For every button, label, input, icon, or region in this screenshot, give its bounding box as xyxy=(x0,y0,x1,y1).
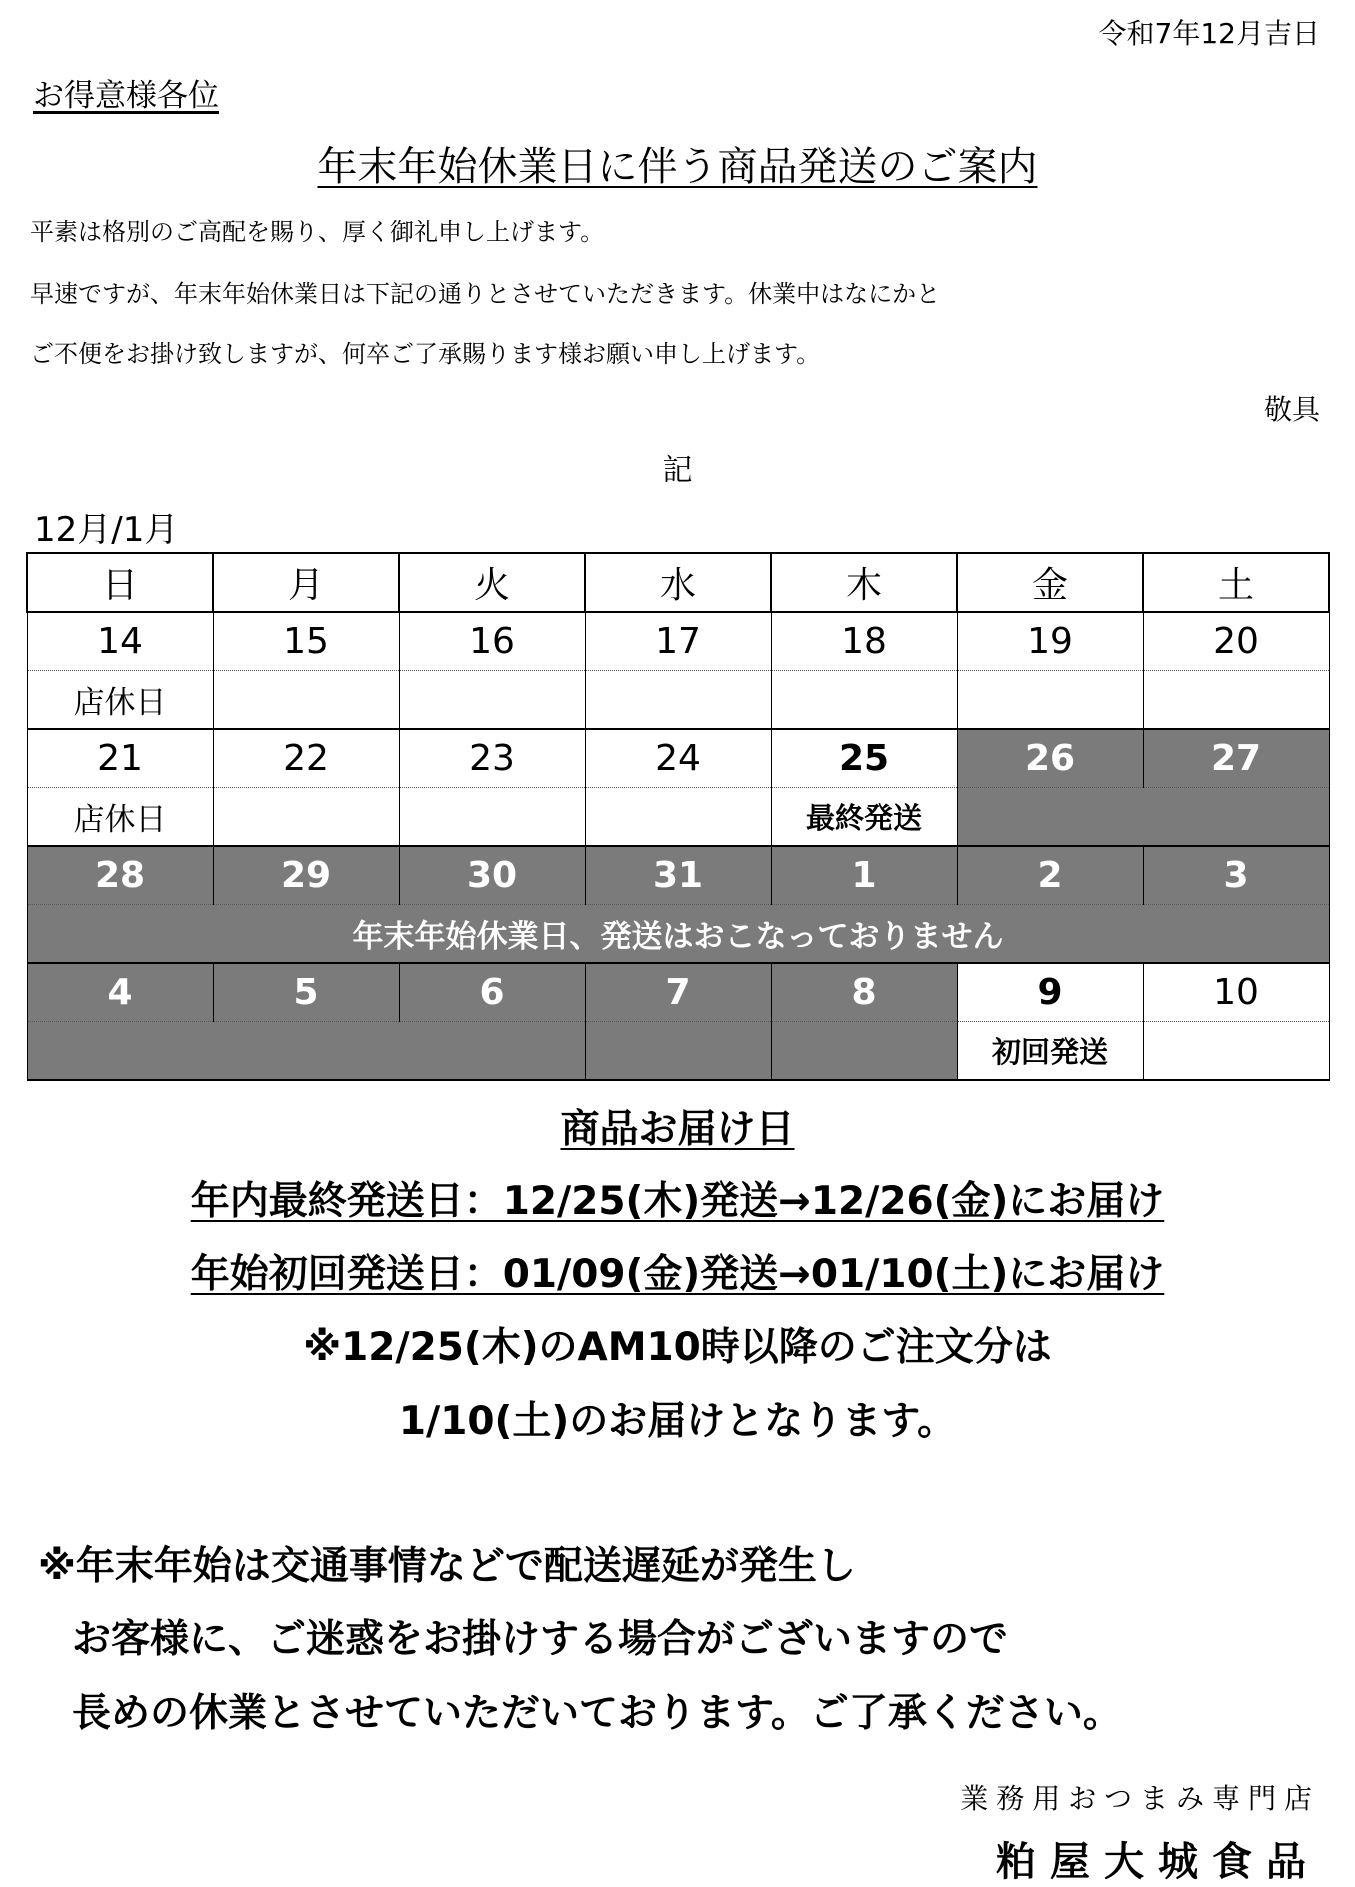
day-cell: 17 xyxy=(585,612,771,671)
holiday-note-cell xyxy=(771,1022,957,1081)
weekday-thu: 木 xyxy=(771,553,957,612)
document-date: 令和7年12月吉日 xyxy=(1098,17,1320,50)
delivery-heading: 商品お届け日 xyxy=(560,1107,795,1152)
holiday-day-cell: 5 xyxy=(213,963,399,1022)
shop-name: 粕屋大城食品 xyxy=(996,1838,1320,1885)
holiday-note-cell xyxy=(957,788,1329,847)
weekday-wed: 水 xyxy=(585,553,771,612)
holiday-day-cell: 7 xyxy=(585,963,771,1022)
body-line-1: 早速ですが、年末年始休業日は下記の通りとさせていただきます。休業中はなにかと xyxy=(30,280,941,308)
week-2-notes xyxy=(27,788,1329,847)
day-cell: 22 xyxy=(213,729,399,788)
delay-notice-line-3: 長めの休業とさせていただいております。ご了承ください。 xyxy=(72,1691,1122,1736)
weekday-tue: 火 xyxy=(399,553,585,612)
holiday-day-cell: 31 xyxy=(585,846,771,905)
week-3-dates xyxy=(27,846,1329,905)
weekday-sat: 土 xyxy=(1143,553,1329,612)
store-closed-note: 店休日 xyxy=(27,671,213,730)
day-cell: 23 xyxy=(399,729,585,788)
first-shipping-day: 9 xyxy=(957,963,1143,1022)
order-cutoff-delivery: 1/10(土)のお届けとなります。 xyxy=(398,1399,957,1444)
holiday-day-cell: 1 xyxy=(771,846,957,905)
calendar-month-label: 12月/1月 xyxy=(34,510,179,550)
note-cell xyxy=(585,788,771,847)
week-1-dates xyxy=(27,612,1329,671)
day-cell: 10 xyxy=(1143,963,1329,1022)
day-cell: 18 xyxy=(771,612,957,671)
weekday-mon: 月 xyxy=(213,553,399,612)
note-cell xyxy=(213,788,399,847)
note-cell xyxy=(1143,671,1329,730)
day-cell: 16 xyxy=(399,612,585,671)
holiday-day-cell: 29 xyxy=(213,846,399,905)
last-shipping-note: 最終発送 xyxy=(771,788,957,847)
note-cell xyxy=(399,788,585,847)
document-title: 年末年始休業日に伴う商品発送のご案内 xyxy=(317,144,1038,190)
note-cell xyxy=(771,671,957,730)
holiday-day-cell: 6 xyxy=(399,963,585,1022)
day-cell: 24 xyxy=(585,729,771,788)
week-1-notes xyxy=(27,671,1329,730)
day-cell: 20 xyxy=(1143,612,1329,671)
holiday-day-cell: 27 xyxy=(1143,729,1329,788)
holiday-calendar xyxy=(26,552,1330,1081)
holiday-day-cell: 3 xyxy=(1143,846,1329,905)
first-shipping-info: 年始初回発送日：01/09(金)発送→01/10(土)にお届け xyxy=(190,1252,1165,1297)
weekday-header-row xyxy=(27,553,1329,612)
recipient: お得意様各位 xyxy=(33,78,219,114)
holiday-day-cell: 8 xyxy=(771,963,957,1022)
day-cell: 19 xyxy=(957,612,1143,671)
day-cell: 15 xyxy=(213,612,399,671)
note-cell xyxy=(957,671,1143,730)
holiday-day-cell: 30 xyxy=(399,846,585,905)
order-cutoff-note: ※12/25(木)のAM10時以降のご注文分は xyxy=(303,1325,1052,1370)
day-cell: 21 xyxy=(27,729,213,788)
week-4-notes xyxy=(27,1022,1329,1081)
store-closed-note: 店休日 xyxy=(27,788,213,847)
last-shipping-info: 年内最終発送日：12/25(木)発送→12/26(金)にお届け xyxy=(190,1179,1165,1224)
note-cell xyxy=(585,671,771,730)
closing-word: 敬具 xyxy=(1263,393,1320,426)
ki-heading: 記 xyxy=(662,453,693,488)
first-shipping-note: 初回発送 xyxy=(957,1022,1143,1081)
week-3-notes xyxy=(27,905,1329,964)
holiday-day-cell: 4 xyxy=(27,963,213,1022)
note-cell xyxy=(1143,1022,1329,1081)
delay-notice-line-2: お客様に、ご迷惑をお掛けする場合がございますので xyxy=(72,1617,1009,1662)
holiday-day-cell: 2 xyxy=(957,846,1143,905)
body-line-2: ご不便をお掛け致しますが、何卒ご了承賜ります様お願い申し上げます。 xyxy=(30,340,821,368)
holiday-day-cell: 26 xyxy=(957,729,1143,788)
day-cell: 14 xyxy=(27,612,213,671)
last-shipping-day: 25 xyxy=(771,729,957,788)
weekday-fri: 金 xyxy=(957,553,1143,612)
year-end-holiday-note: 年末年始休業日、発送はおこなっておりません xyxy=(27,905,1329,964)
holiday-note-cell xyxy=(585,1022,771,1081)
note-cell xyxy=(213,671,399,730)
holiday-note-cell xyxy=(27,1022,585,1081)
weekday-sun: 日 xyxy=(27,553,213,612)
greeting-line: 平素は格別のご高配を賜り、厚く御礼申し上げます。 xyxy=(30,218,605,246)
holiday-day-cell: 28 xyxy=(27,846,213,905)
note-cell xyxy=(399,671,585,730)
shop-type: 業務用おつまみ専門店 xyxy=(960,1782,1320,1815)
delay-notice-line-1: ※年末年始は交通事情などで配送遅延が発生し xyxy=(38,1544,856,1589)
week-4-dates xyxy=(27,963,1329,1022)
week-2-dates xyxy=(27,729,1329,788)
